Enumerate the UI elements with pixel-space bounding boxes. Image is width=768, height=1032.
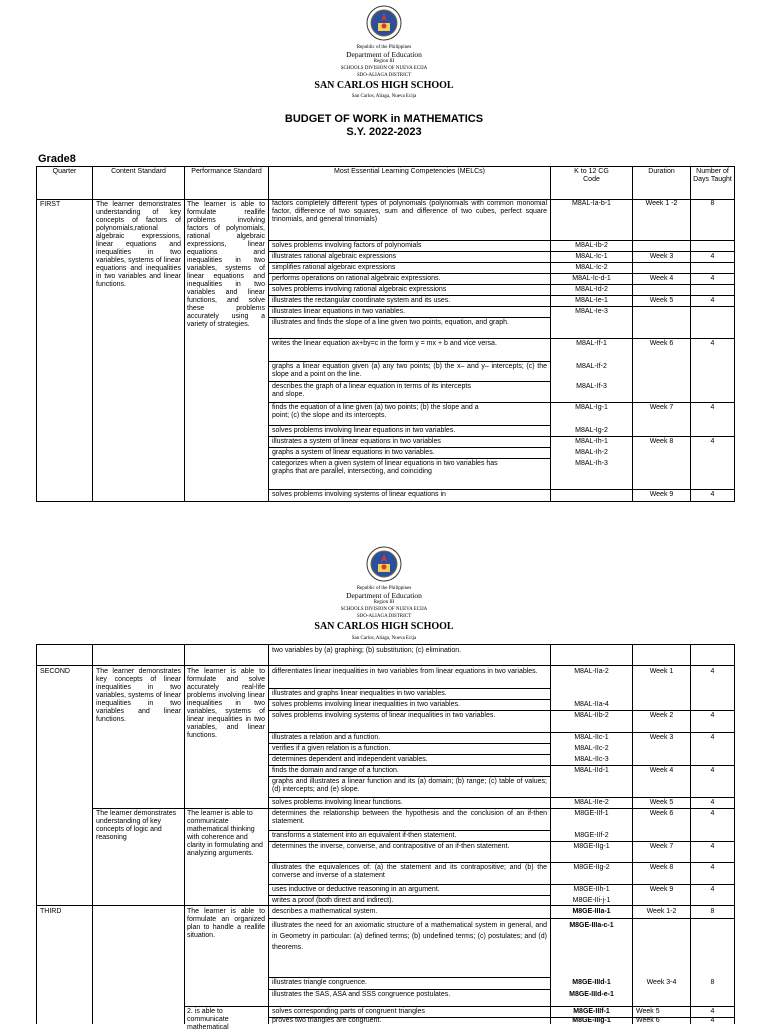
duration-cell: Week 3 — [649, 253, 674, 260]
melc-row: determines the relationship between the hypothesis and the conclusion of an if-then statement. — [272, 810, 547, 825]
melc-row: solves problems involving linear equations in two variables. — [272, 427, 456, 434]
melc-row: illustrates the equivalences of: (a) the statement and its contrapositive; and (b) the converse and inverse of a statement — [272, 864, 547, 879]
deped-seal-icon — [366, 546, 402, 582]
melc-row: finds the domain and range of a function. — [272, 767, 399, 774]
performance-standard-third: The learner is able to formulate an organized plan to handle a reallife situation. — [187, 908, 265, 939]
code-cell: M8AL-Ia-b-1 — [572, 200, 611, 207]
melc-row: illustrates the SAS, ASA and SSS congruence postulates. — [272, 991, 451, 998]
duration-cell: Week 3-4 — [646, 979, 677, 986]
col-content-header: Content Standard — [111, 168, 166, 175]
content-standard-second: The learner demonstrates key concepts of linear inequalities in two variables, systems of linear inequalities in two variables and linear functions. — [96, 668, 181, 723]
code-cell: M8AL-Ic-1 — [575, 253, 608, 260]
performance-standard-logic: The learner is able to communicate mathematical thinking with coherence and clarity in formulating and analyzing arguments. — [187, 810, 263, 857]
melc-row: solves problems involving systems of linear inequalities in two variables. — [272, 712, 496, 719]
duration-cell: Week 6 — [649, 810, 674, 817]
code-cell: M8GE-IIg-2 — [573, 864, 610, 871]
days-cell: 4 — [710, 275, 715, 282]
code-cell: M8AL-Ih-2 — [575, 449, 608, 456]
code-cell: M8GE-IIf-2 — [574, 832, 609, 839]
school-year: S.Y. 2022-2023 — [346, 126, 422, 138]
school-address: San Carlos, Aliaga, Nueva Ecija — [351, 94, 417, 99]
code-cell: M8AL-IId-1 — [574, 767, 609, 774]
duration-cell: Week 4 — [649, 275, 674, 282]
days-cell: 4 — [710, 712, 715, 719]
quarter-third: THIRD — [40, 908, 62, 915]
days-cell: 8 — [710, 908, 715, 915]
days-cell: 4 — [710, 1017, 715, 1024]
melc-continued: two variables by (a) graphing; (b) substitution; (c) elimination. — [272, 647, 462, 654]
melc-row: writes the linear equation ax+by=c in the form y = mx + b and vice versa. — [272, 340, 497, 347]
days-cell: 4 — [710, 668, 715, 675]
days-cell: 8 — [710, 979, 715, 986]
melc-row: describes a mathematical system. — [272, 908, 378, 915]
col-duration-header: Duration — [648, 168, 675, 175]
melc-row: describes the graph of a linear equation in terms of its intercepts and slope. — [272, 383, 471, 398]
region-text: Region III — [373, 59, 395, 64]
duration-cell: Week 1-2 — [646, 908, 677, 915]
melc-row: illustrates rational algebraic expressions — [272, 253, 397, 260]
code-cell: M8AL-Ig-2 — [575, 427, 608, 434]
melc-row: solves problems involving linear inequalities in two variables. — [272, 701, 460, 708]
code-cell: M8AL-Ib-2 — [575, 242, 608, 249]
col-performance-header: Performance Standard — [191, 168, 262, 175]
melc-row: simplifies rational algebraic expressions — [272, 264, 396, 271]
duration-cell: Week 5 — [649, 799, 674, 806]
melc-row: graphs a system of linear equations in two variables. — [272, 449, 435, 456]
duration-cell: Week 5 — [649, 297, 674, 304]
duration-cell: Week 3 — [649, 734, 674, 741]
code-cell: M8GE-IIg-1 — [573, 843, 610, 850]
code-cell: M8AL-IIb-2 — [574, 712, 609, 719]
code-cell: M8AL-Ih-1 — [575, 438, 608, 445]
duration-cell: Week 9 — [649, 886, 674, 893]
days-cell: 4 — [710, 491, 715, 498]
duration-cell: Week 2 — [649, 712, 674, 719]
code-cell: M8GE-IIf-1 — [574, 810, 609, 817]
code-cell: M8GE-IIh-1 — [573, 886, 610, 893]
school-name: SAN CARLOS HIGH SCHOOL — [314, 80, 454, 91]
code-cell: M8AL-Ie-1 — [575, 297, 608, 304]
code-cell: M8AL-Ic-d-1 — [572, 275, 611, 282]
days-cell: 4 — [710, 404, 715, 411]
code-cell: M8AL-If-1 — [576, 340, 607, 347]
melc-row: factors completely different types of polynomials (polynomials with common monomial factor, difference of two squares, sum and difference of two cubes, perfect square trinomials, and general trinomials) — [272, 200, 547, 223]
duration-cell: Week 4 — [649, 767, 674, 774]
code-cell: M8AL-Ie-3 — [575, 308, 608, 315]
code-cell: M8AL-IIc-2 — [574, 745, 609, 752]
code-cell: M8GE-IIIa-c-1 — [569, 922, 614, 929]
department-text: Department of Education — [346, 50, 422, 59]
code-cell: M8AL-If-2 — [576, 363, 607, 370]
code-cell: M8AL-Id-2 — [575, 286, 608, 293]
code-cell: M8GE-IIIf-1 — [573, 1008, 610, 1015]
code-cell: M8AL-IIc-1 — [574, 734, 609, 741]
code-cell: M8GE-IIIg-1 — [572, 1017, 611, 1024]
melc-row: illustrates and graphs linear inequalities in two variables. — [272, 690, 447, 697]
melc-row: graphs and illustrates a linear function and its (a) domain; (b) range; (c) table of values; (d) intercepts; and (e) slope. — [272, 778, 547, 793]
melc-row: graphs a linear equation given (a) any two points; (b) the x– and y– intercepts; (c) the slope and a point on the line. — [272, 363, 547, 378]
days-cell: 4 — [710, 297, 715, 304]
content-standard-logic: The learner demonstrates understanding of key concepts of logic and reasoning — [96, 810, 177, 841]
col-days-header: Number of Days Taught — [693, 168, 732, 183]
republic-text: Republic of the Philippines — [356, 586, 412, 591]
district-text: SDO-ALIAGA DISTRICT — [356, 614, 412, 619]
duration-cell: Week 7 — [649, 843, 674, 850]
melc-row: illustrates a system of linear equations in two variables — [272, 438, 441, 445]
melc-row: solves corresponding parts of congruent triangles — [272, 1008, 425, 1015]
days-cell: 4 — [710, 1008, 715, 1015]
code-cell: M8GE-IIi-j-1 — [572, 897, 611, 904]
melc-row: illustrates a relation and a function. — [272, 734, 381, 741]
melc-row: solves problems involving systems of linear equations in — [272, 491, 446, 498]
code-cell: M8GE-IIId-e-1 — [569, 991, 614, 998]
code-cell: M8AL-Ic-2 — [575, 264, 608, 271]
code-cell: M8AL-IIa-4 — [574, 701, 609, 708]
days-cell: 4 — [710, 799, 715, 806]
code-cell: M8AL-IIe-2 — [574, 799, 609, 806]
quarter-second: SECOND — [40, 668, 70, 675]
duration-cell: Week 1 -2 — [645, 200, 678, 207]
duration-cell: Week 6 — [649, 340, 674, 347]
days-cell: 4 — [710, 438, 715, 445]
melc-row: illustrates and finds the slope of a line given two points, equation, and graph. — [272, 319, 509, 326]
days-cell: 4 — [710, 767, 715, 774]
melc-row: solves problems involving linear functions. — [272, 799, 403, 806]
district-text: SDO-ALIAGA DISTRICT — [356, 73, 412, 78]
code-cell: M8AL-Ih-3 — [575, 460, 608, 467]
duration-cell: Week 1 — [649, 668, 674, 675]
melc-row: illustrates triangle congruence. — [272, 979, 367, 986]
col-melcs-header: Most Essential Learning Competencies (MELCs) — [334, 168, 485, 175]
duration-cell: Week 7 — [649, 404, 674, 411]
code-cell: M8AL-Ig-1 — [575, 404, 608, 411]
deped-seal-icon — [366, 5, 402, 41]
melc-row: uses inductive or deductive reasoning in an argument. — [272, 886, 440, 893]
content-standard-first: The learner demonstrates understanding of key concepts of factors of polynomials,rational algebraic expressions, linear equations and inequalities in two variables, systems of linear equations and inequalities in two variables and linear functions. — [96, 201, 181, 288]
melc-row: illustrates the rectangular coordinate system and its uses. — [272, 297, 451, 304]
melc-row: writes a proof (both direct and indirect). — [272, 897, 394, 904]
melc-row: transforms a statement into an equivalent if-then statement. — [272, 832, 457, 839]
melc-row: verifies if a given relation is a function. — [272, 745, 391, 752]
melc-row: determines the inverse, converse, and contrapositive of an if-then statement. — [272, 843, 510, 850]
col-quarter-header: Quarter — [52, 168, 77, 175]
division-text: SCHOOLS DIVISION OF NUEVA ECIJA — [340, 66, 428, 71]
quarter-first: FIRST — [40, 201, 61, 208]
grade-label: Grade8 — [38, 153, 76, 165]
code-cell: M8GE-IIId-1 — [572, 979, 611, 986]
melc-row: solves problems involving factors of polynomials — [272, 242, 422, 249]
school-address: San Carlos, Aliaga, Nueva Ecija — [351, 636, 417, 641]
code-cell: M8AL-IIa-2 — [574, 668, 609, 675]
melc-row: solves problems involving rational algebraic expressions — [272, 286, 447, 293]
school-name: SAN CARLOS HIGH SCHOOL — [314, 621, 454, 632]
division-text: SCHOOLS DIVISION OF NUEVA ECIJA — [340, 607, 428, 612]
days-cell: 4 — [710, 843, 715, 850]
duration-cell: Week 6 — [636, 1017, 660, 1024]
melc-row: proves two triangles are congruent. — [272, 1017, 382, 1024]
department-text: Department of Education — [346, 591, 422, 600]
melc-row: performs operations on rational algebraic expressions. — [272, 275, 441, 282]
days-cell: 4 — [710, 734, 715, 741]
duration-cell: Week 8 — [649, 438, 674, 445]
duration-cell: Week 8 — [649, 864, 674, 871]
melc-row: differentiates linear inequalities in two variables from linear equations in two variables. — [272, 668, 538, 675]
duration-cell: Week 5 — [636, 1008, 660, 1015]
melc-row: finds the equation of a line given (a) two points; (b) the slope and a point; (c) the slope and its intercepts. — [272, 404, 479, 419]
days-cell: 4 — [710, 340, 715, 347]
republic-text: Republic of the Philippines — [356, 45, 412, 50]
code-cell: M8AL-IIc-3 — [574, 756, 609, 763]
days-cell: 4 — [710, 810, 715, 817]
document-title: BUDGET OF WORK in MATHEMATICS — [284, 113, 484, 125]
performance-standard-third-2: 2. is able to communicate mathematical — [187, 1008, 229, 1031]
melc-row: determines dependent and independent variables. — [272, 756, 428, 763]
melc-row: categorizes when a given system of linear equations in two variables has graphs that are parallel, intersecting, and coinciding — [272, 460, 498, 475]
melc-row: illustrates linear equations in two variables. — [272, 308, 406, 315]
days-cell: 4 — [710, 886, 715, 893]
days-cell: 4 — [710, 253, 715, 260]
performance-standard-first: The learner is able to formulate reallife problems involving factors of polynomials, rational algebraic expressions, linear equations and inequalities in two variables, systems of linear equations and inequalities in two variables and linear functions, and solve these problems accurately using a variety of strategies. — [187, 201, 265, 328]
code-cell: M8AL-If-3 — [576, 383, 607, 390]
melc-row: illustrates the need for an axiomatic structure of a mathematical system in general, and in Geometry in particular: (a) defined terms; (b) undefined terms; (c) postulates; and (d) theorems. — [272, 922, 547, 951]
region-text: Region III — [373, 600, 395, 605]
col-code-header: K to 12 CG Code — [574, 168, 609, 183]
days-cell: 4 — [710, 864, 715, 871]
code-cell: M8GE-IIIa-1 — [572, 908, 611, 915]
performance-standard-second: The learner is able to formulate and solve accurately real-life problems involving linear inequalities in two variables, systems of linear inequalities in two variables, and linear functions. — [187, 668, 265, 739]
days-cell: 8 — [710, 200, 715, 207]
duration-cell: Week 9 — [649, 491, 674, 498]
